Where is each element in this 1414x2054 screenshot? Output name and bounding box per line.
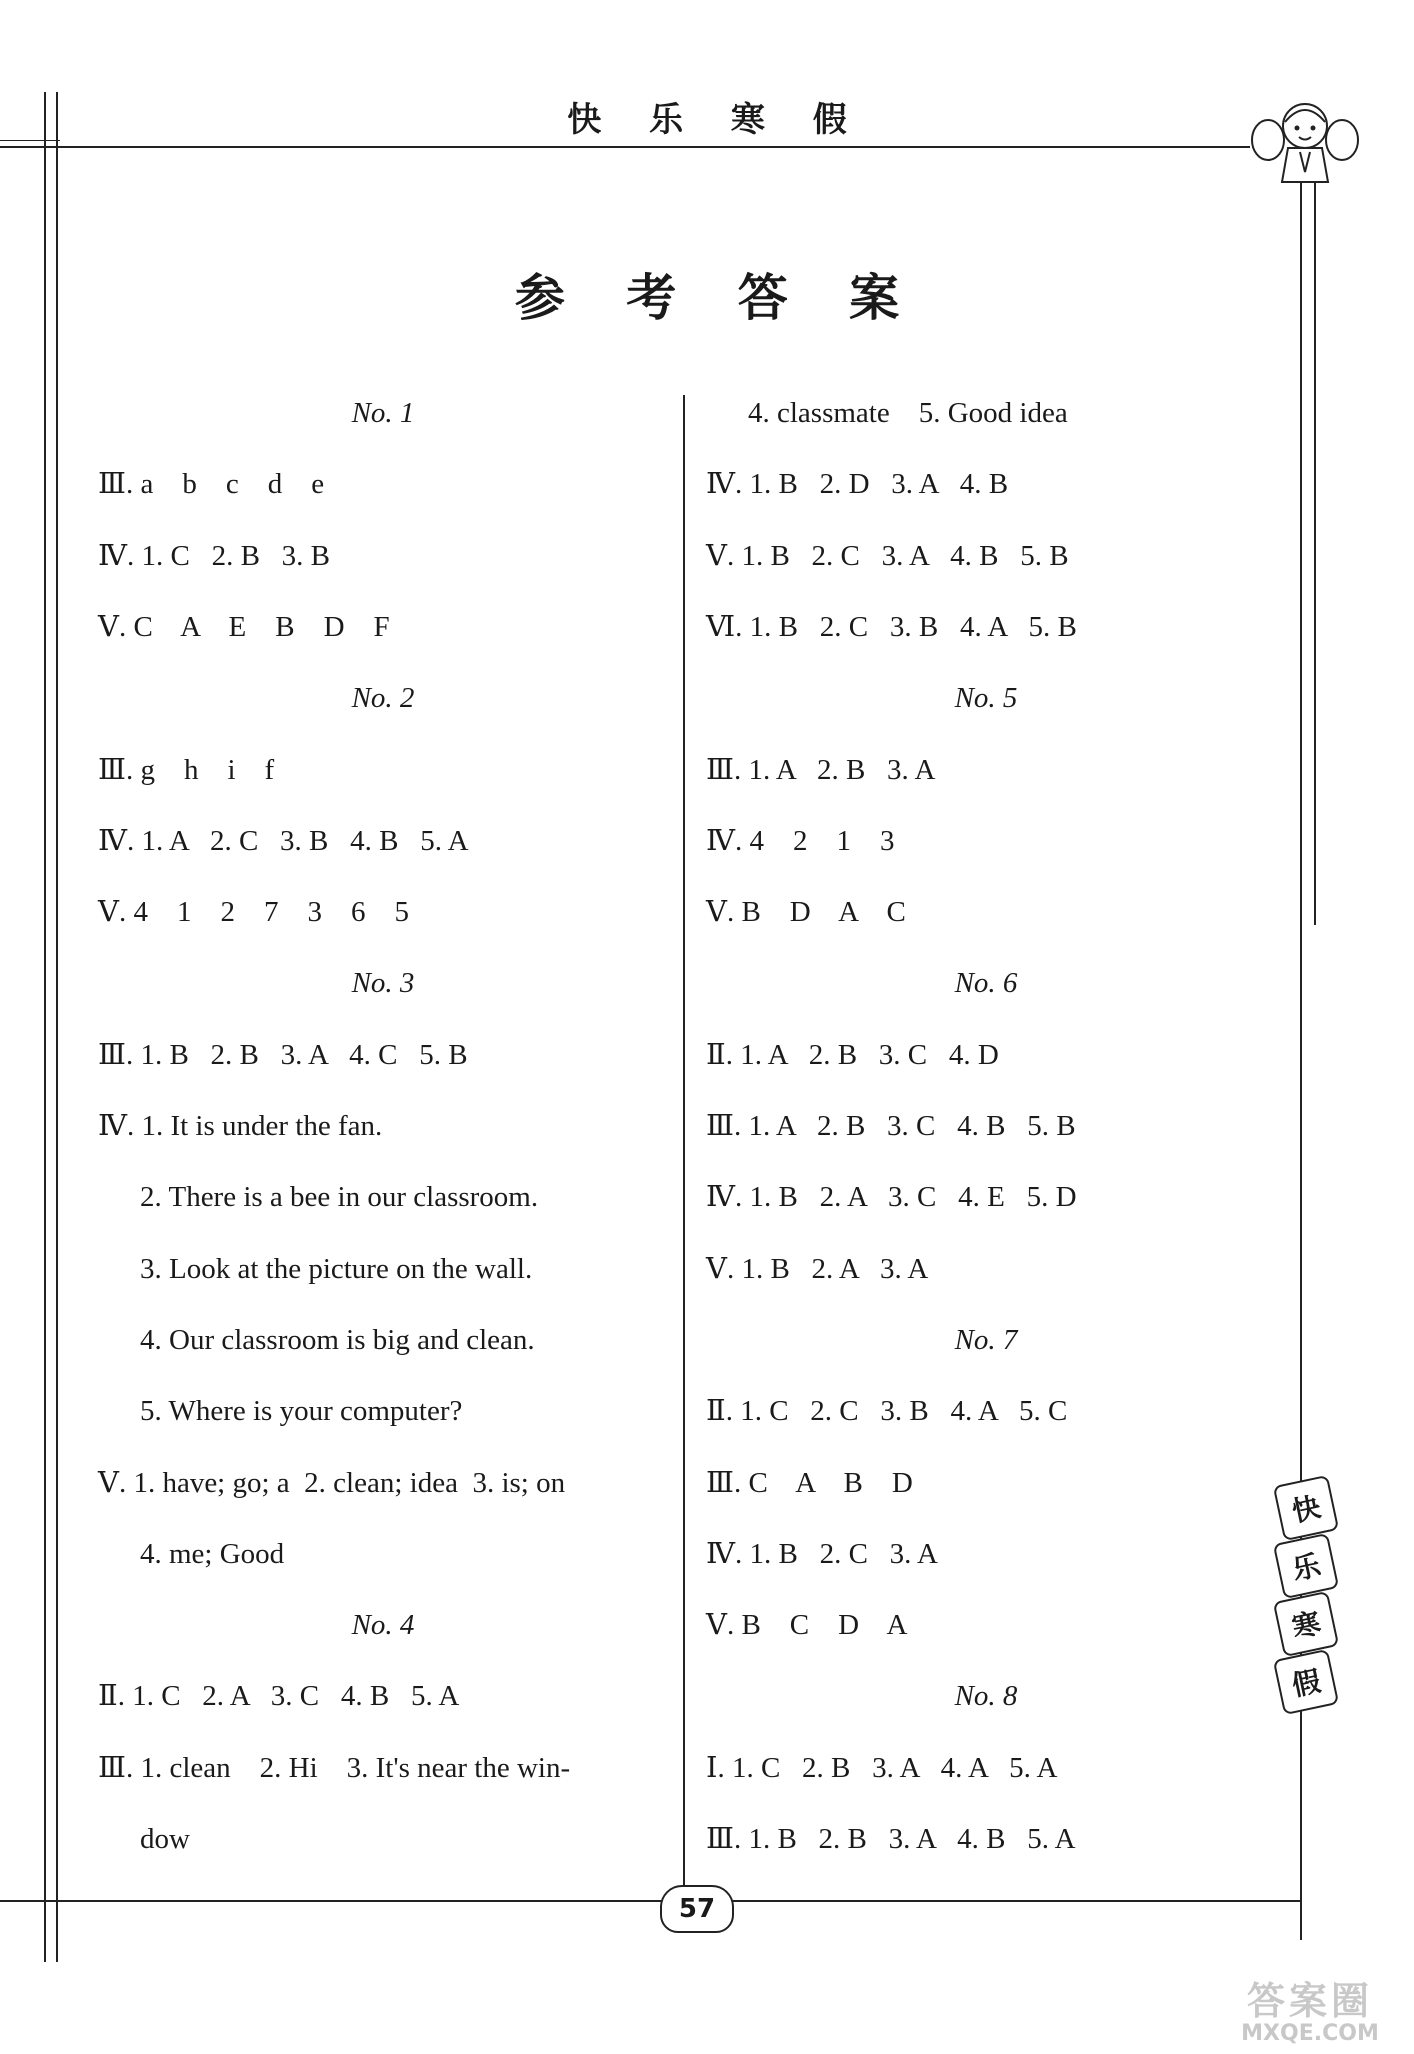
answer-line: 4. classmate 5. Good idea	[748, 397, 1068, 429]
answer-line: Ⅲ. 1. A 2. B 3. C 4. B 5. B	[706, 1110, 1076, 1142]
watermark-main: 答案圈	[1246, 1979, 1373, 2023]
answer-line: Ⅳ. 1. C 2. B 3. B	[98, 540, 330, 572]
answer-line: Ⅳ. 1. B 2. A 3. C 4. E 5. D	[706, 1181, 1077, 1213]
answer-line: 3. Look at the picture on the wall.	[140, 1253, 533, 1285]
section-heading: No. 5	[954, 682, 1018, 714]
footer-rule	[0, 1900, 1300, 1902]
answer-line: Ⅳ. 1. B 2. D 3. A 4. B	[706, 468, 1009, 500]
section-heading: No. 7	[954, 1324, 1018, 1356]
answer-line: Ⅴ. C A E B D F	[98, 611, 390, 643]
section-heading: No. 4	[351, 1609, 415, 1641]
left-inner-border	[56, 92, 58, 1962]
watermark-url: MXQE.COM	[1241, 2021, 1379, 2046]
column-divider	[683, 395, 685, 1885]
answer-line: Ⅴ. B C D A	[706, 1609, 908, 1641]
section-heading: No. 1	[351, 397, 415, 429]
answer-line: 4. Our classroom is big and clean.	[140, 1324, 535, 1356]
answer-line: dow	[140, 1823, 190, 1855]
side-tab-char: 快	[1273, 1475, 1339, 1541]
header-rule	[0, 146, 1250, 148]
answer-line: Ⅴ. 1. have; go; a 2. clean; idea 3. is; on	[98, 1467, 566, 1499]
answer-line: Ⅲ. 1. B 2. B 3. A 4. B 5. A	[706, 1823, 1076, 1855]
section-heading: No. 3	[351, 967, 415, 999]
page-number: 57	[660, 1885, 734, 1933]
watermark	[1210, 1980, 1410, 2050]
answer-line: Ⅴ. B D A C	[706, 896, 906, 928]
answer-line: Ⅴ. 4 1 2 7 3 6 5	[98, 896, 409, 928]
angel-mascot-icon	[1250, 92, 1360, 192]
section-heading: No. 8	[954, 1680, 1018, 1712]
answer-line: Ⅲ. 1. B 2. B 3. A 4. C 5. B	[98, 1039, 468, 1071]
section-heading: No. 6	[954, 967, 1018, 999]
side-tab-char: 乐	[1273, 1533, 1339, 1599]
answer-line: 2. There is a bee in our classroom.	[140, 1181, 539, 1213]
page-title: 参 考 答 案	[514, 269, 922, 327]
answer-line: Ⅲ. C A B D	[706, 1467, 913, 1499]
answer-line: Ⅱ. 1. C 2. A 3. C 4. B 5. A	[98, 1680, 460, 1712]
answer-line: Ⅴ. 1. B 2. C 3. A 4. B 5. B	[706, 540, 1069, 572]
answer-line: Ⅱ. 1. A 2. B 3. C 4. D	[706, 1039, 999, 1071]
side-tab-char: 寒	[1273, 1591, 1339, 1657]
answer-line: Ⅱ. 1. C 2. C 3. B 4. A 5. C	[706, 1395, 1068, 1427]
side-tab-char: 假	[1273, 1649, 1339, 1715]
answer-line: Ⅴ. 1. B 2. A 3. A	[706, 1253, 929, 1285]
answer-line: Ⅰ. 1. C 2. B 3. A 4. A 5. A	[706, 1752, 1058, 1784]
answer-line: Ⅳ. 1. B 2. C 3. A	[706, 1538, 938, 1570]
answer-line: 4. me; Good	[140, 1538, 285, 1570]
answer-line: Ⅳ. 1. It is under the fan.	[98, 1110, 383, 1142]
answer-line: Ⅲ. a b c d e	[98, 468, 325, 500]
answer-line: 5. Where is your computer?	[140, 1395, 463, 1427]
header-title: 快 乐 寒 假	[567, 100, 865, 140]
section-heading: No. 2	[351, 682, 415, 714]
answer-line: Ⅳ. 4 2 1 3	[706, 825, 895, 857]
answer-line: Ⅲ. 1. A 2. B 3. A	[706, 754, 936, 786]
answer-line: Ⅳ. 1. A 2. C 3. B 4. B 5. A	[98, 825, 469, 857]
answer-line: Ⅲ. 1. clean 2. Hi 3. It's near the win-	[98, 1752, 571, 1784]
answer-line: Ⅵ. 1. B 2. C 3. B 4. A 5. B	[706, 611, 1077, 643]
left-outer-border	[44, 92, 46, 1962]
answer-line: Ⅲ. g h i f	[98, 754, 275, 786]
